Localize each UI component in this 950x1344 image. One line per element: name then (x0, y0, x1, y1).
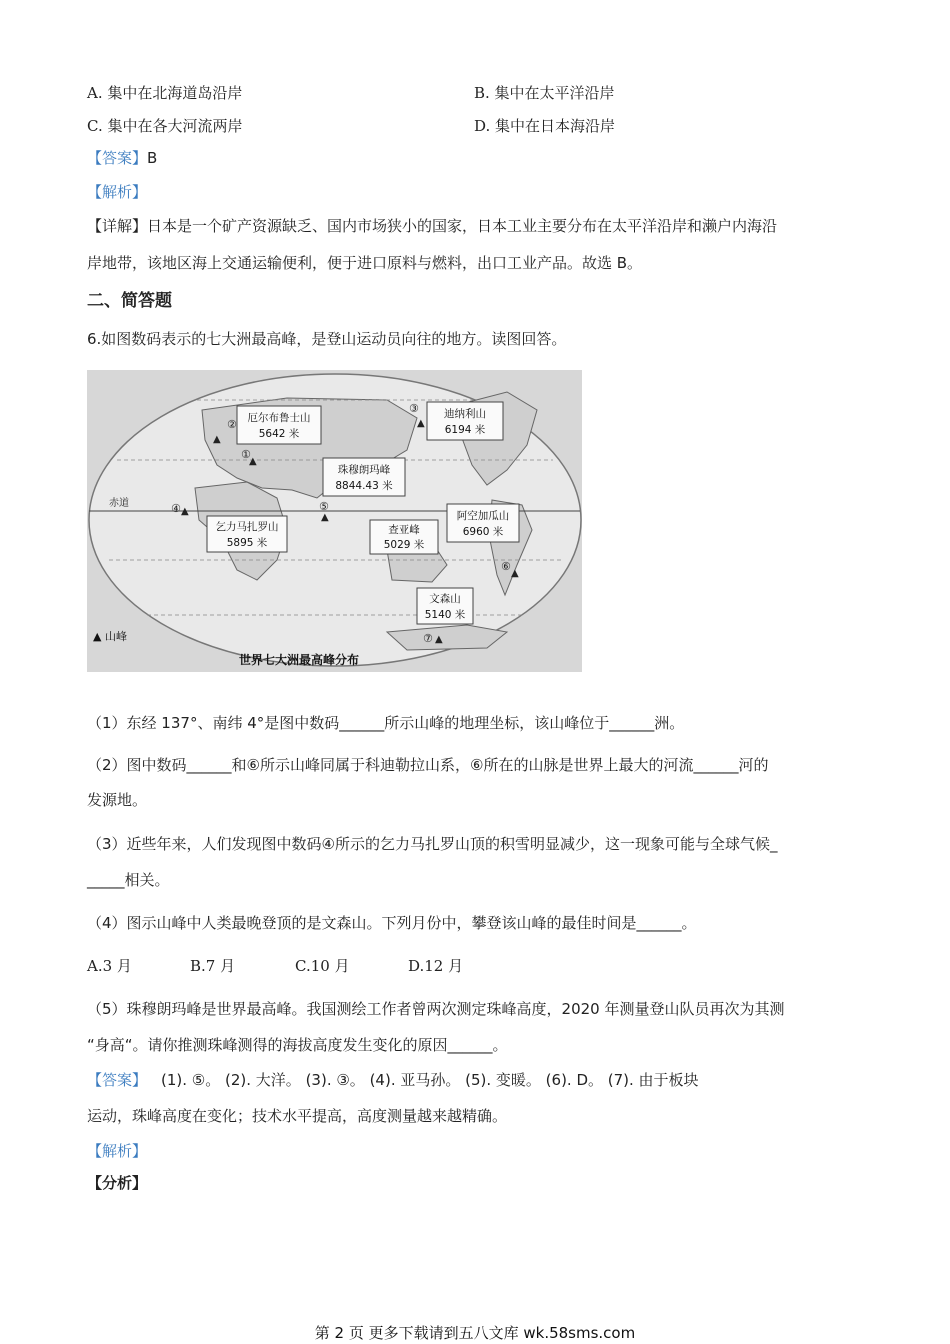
peak-6-triangle: ▲ (511, 568, 519, 579)
peak-5-name: 查亚峰 (388, 524, 420, 536)
peak-2-name: 厄尔布鲁士山 (247, 412, 311, 424)
peak-5-height: 5029 米 (383, 539, 425, 551)
q6-sub5-line2: “身高“。请你推测珠峰测得的海拔高度发生变化的原因______。 (87, 1036, 508, 1054)
map-legend: ▲ 山峰 (93, 630, 127, 643)
q6-answer-line2: 运动，珠峰高度在变化；技术水平提高，高度测量越来越精确。 (87, 1107, 508, 1125)
q6-stem: 6.如图数码表示的七大洲最高峰，是登山运动员向往的地方。读图回答。 (87, 330, 567, 348)
peak-3-num: ③ (409, 402, 419, 415)
peak-7-height: 5140 米 (424, 609, 466, 621)
answer-value: B (147, 149, 158, 167)
map-caption: 世界七大洲最高峰分布 (238, 653, 360, 667)
q6-sub2-line2: 发源地。 (87, 791, 148, 809)
peak-4-name: 乞力马扎罗山 (215, 521, 279, 533)
peak-5-triangle: ▲ (321, 512, 329, 523)
peak-2-triangle: ▲ (213, 434, 221, 445)
peak-7-name: 文森山 (429, 593, 461, 605)
peak-1-triangle: ▲ (249, 456, 257, 467)
q6-sub1: （1）东经 137°、南纬 4°是图中数码______所示山峰的地理坐标，该山峰位于______洲。 (87, 714, 685, 732)
q6-sub3-line2: _____相关。 (87, 871, 170, 889)
q5-detail-line1: 【详解】日本是一个矿产资源缺乏、国内市场狭小的国家，日本工业主要分布在太平洋沿岸和濑户内海沿 (87, 217, 778, 235)
page-footer: 第 2 页 更多下载请到五八文库 wk.58sms.com (314, 1324, 636, 1342)
q6-sub2-line1: （2）图中数码______和⑥所示山峰同属于科迪勒拉山系，⑥所在的山脉是世界上最大的河流______河的 (87, 756, 769, 774)
peak-2-height: 5642 米 (258, 428, 300, 440)
peak-2-num: ② (227, 418, 237, 431)
sub4-option-d: D.12 月 (408, 957, 464, 975)
equator-label: 赤道 (109, 498, 129, 509)
sub4-option-a: A.3 月 (87, 957, 132, 975)
peak-1-height: 8844.43 米 (335, 480, 393, 492)
peak-6-num: ⑥ (501, 560, 511, 573)
sub4-option-c: C.10 月 (295, 957, 350, 975)
option-c: C. 集中在各大河流两岸 (87, 117, 243, 135)
peak-5-num: ⑤ (319, 500, 329, 513)
peak-3-height: 6194 米 (444, 424, 486, 436)
sub4-option-b: B.7 月 (190, 957, 236, 975)
q6-analysis-tag: 【解析】 (87, 1142, 148, 1160)
peak-6-height: 6960 米 (462, 526, 504, 538)
option-d: D. 集中在日本海沿岸 (474, 117, 616, 135)
answer-tag: 【答案】 (87, 1071, 148, 1089)
peak-6-name: 阿空加瓜山 (456, 510, 510, 522)
peak-7-num: ⑦ (423, 632, 433, 645)
answer-line1: (1). ⑤。 (2). 大洋。 (3). ③。 (4). 亚马孙。 (5). 变暖。 (6). D。 (7). 由于板块 (161, 1071, 699, 1089)
q6-sub3-line1: （3）近些年来，人们发现图中数码④所示的乞力马扎罗山顶的积雪明显减少，这一现象可能与全球气候_ (87, 835, 778, 853)
peak-7-triangle: ▲ (435, 634, 443, 645)
peak-3-name: 迪纳利山 (444, 408, 486, 420)
q5-answer-row (87, 148, 157, 168)
world-peaks-map (87, 370, 582, 672)
q6-sub4: （4）图示山峰中人类最晚登顶的是文森山。下列月份中，攀登该山峰的最佳时间是______。 (87, 914, 697, 932)
q6-sub5-line1: （5）珠穆朗玛峰是世界最高峰。我国测绘工作者曾两次测定珠峰高度，2020 年测量登山队员再次为其测 (87, 1000, 785, 1018)
peak-1-num: ① (241, 448, 251, 461)
peak-4-height: 5895 米 (226, 537, 268, 549)
peak-4-num: ④ (171, 502, 181, 515)
peak-3-triangle: ▲ (417, 418, 425, 429)
section-title: 二、简答题 (87, 291, 172, 311)
option-b: B. 集中在太平洋沿岸 (474, 84, 615, 102)
peak-1-name: 珠穆朗玛峰 (337, 464, 391, 476)
q6-answer-row (87, 1070, 699, 1090)
peak-4-triangle: ▲ (181, 506, 189, 517)
option-a: A. 集中在北海道岛沿岸 (87, 84, 243, 102)
answer-tag: 【答案】 (87, 149, 148, 167)
q5-detail-line2: 岸地带，该地区海上交通运输便利，便于进口原料与燃料，出口工业产品。故选 B。 (87, 254, 643, 272)
q6-fenxi-tag: 【分析】 (87, 1174, 148, 1192)
q5-analysis-tag: 【解析】 (87, 183, 148, 201)
